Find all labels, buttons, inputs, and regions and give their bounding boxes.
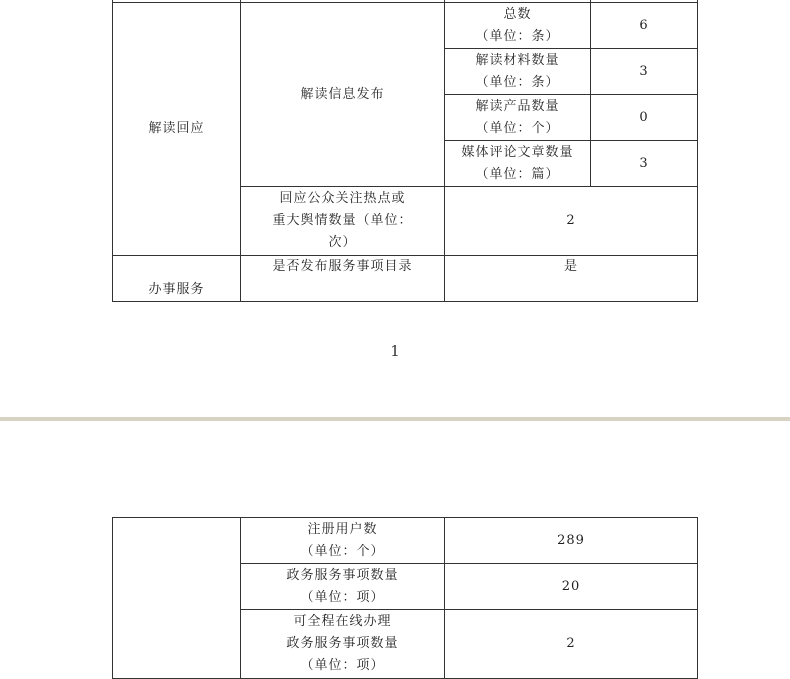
row-value-registered-users: 289 xyxy=(445,518,698,564)
row-label-total: 总数 （单位：条） xyxy=(445,3,591,49)
row-label-public-response: 回应公众关注热点或 重大舆情数量（单位： 次） xyxy=(241,187,445,256)
page-number: 1 xyxy=(390,342,400,360)
row-label-service-catalog: 是否发布服务事项目录 xyxy=(241,256,445,302)
section-label-service-continued xyxy=(113,518,241,679)
subsection-label-interpret-publish: 解读信息发布 xyxy=(241,3,445,187)
row-value-total: 6 xyxy=(591,3,698,49)
row-label-service-items: 政务服务事项数量 （单位：项） xyxy=(241,564,445,610)
row-value-interpret-products: 0 xyxy=(591,95,698,141)
row-value-service-catalog: 是 xyxy=(445,256,698,302)
row-value-online-service-items: 2 xyxy=(445,610,698,679)
row-label-interpret-products: 解读产品数量 （单位：个） xyxy=(445,95,591,141)
row-label-interpret-materials: 解读材料数量 （单位：条） xyxy=(445,49,591,95)
section-label-service: 办事服务 xyxy=(113,256,241,302)
row-value-media-articles: 3 xyxy=(591,141,698,187)
disclosure-table-bottom xyxy=(112,517,698,679)
disclosure-table-top xyxy=(112,0,698,302)
row-label-registered-users: 注册用户数 （单位：个） xyxy=(241,518,445,564)
row-value-interpret-materials: 3 xyxy=(591,49,698,95)
row-label-online-service-items: 可全程在线办理 政务服务事项数量 （单位：项） xyxy=(241,610,445,679)
row-value-service-items: 20 xyxy=(445,564,698,610)
section-label-interpret: 解读回应 xyxy=(113,3,241,256)
document-page-2 xyxy=(0,421,790,678)
row-label-media-articles: 媒体评论文章数量 （单位：篇） xyxy=(445,141,591,187)
row-value-public-response: 2 xyxy=(445,187,698,256)
